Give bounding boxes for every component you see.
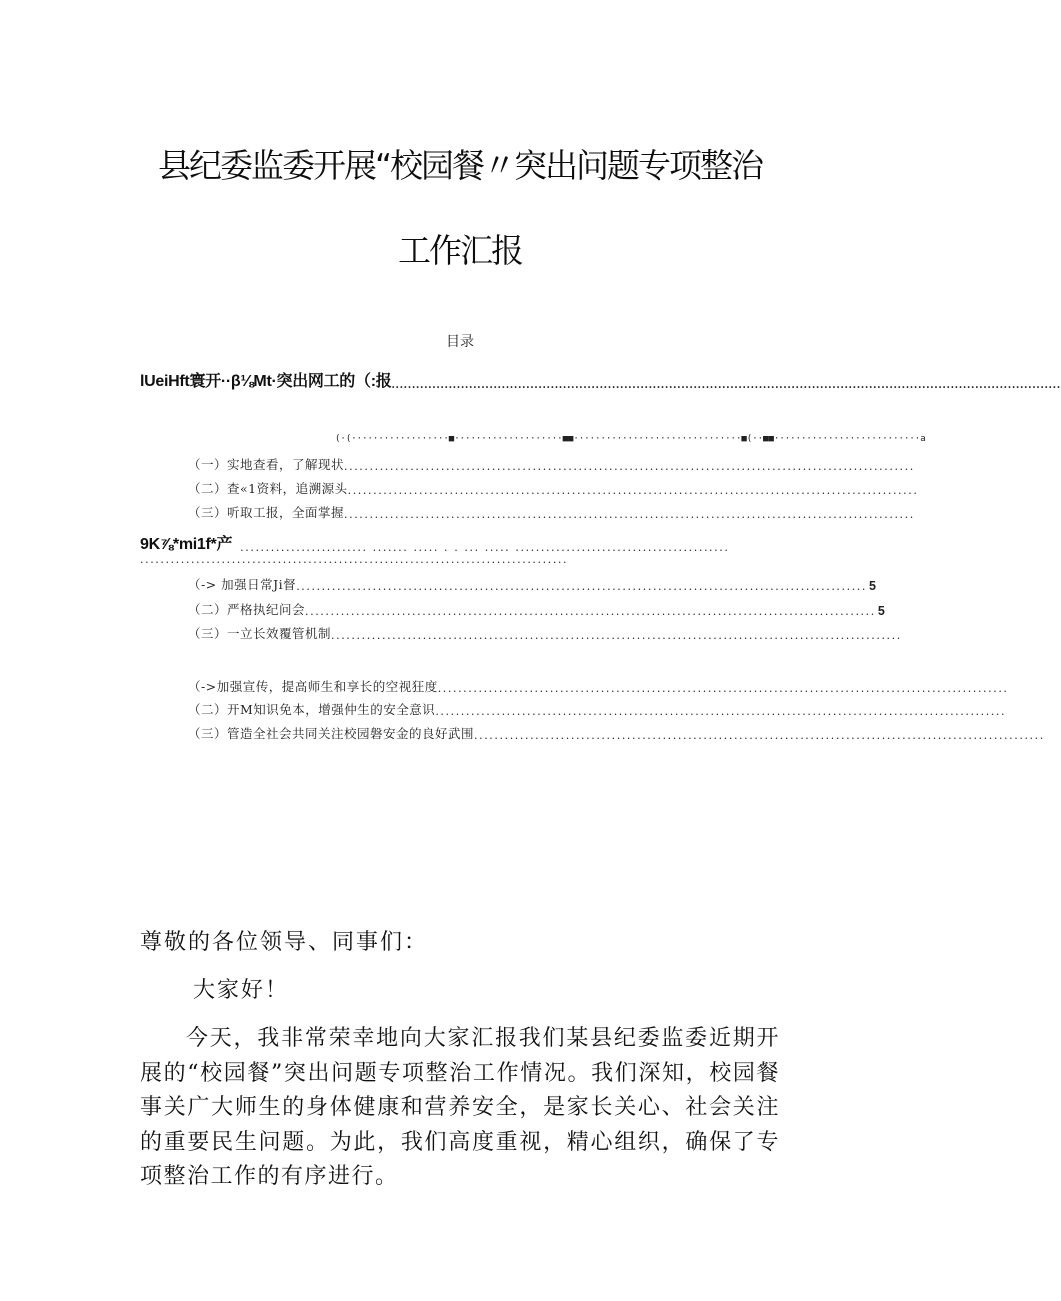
toc-entry[interactable] <box>188 503 915 521</box>
toc-entry-label: 9K⅞*mi1f*产 <box>140 536 233 553</box>
toc-main-entry[interactable] <box>140 368 1061 391</box>
toc-leader-dots: ................................................................................................................ <box>296 580 868 593</box>
toc-leader-dots-wrap: .................................................................................... <box>140 553 569 566</box>
body-paragraph: 今天，我非常荣幸地向大家汇报我们某县纪委监委近期开展的“校园餐”突出问题专项整治工作情况。我们深知，校园餐事关广大师生的身体健康和营养安全，是家长关心、社会关注的重要民生问题。为此，我们高度重视，精心组织，确保了专项整治工作的有序进行。 <box>140 1026 780 1189</box>
toc-entry[interactable] <box>188 600 886 618</box>
toc-entry-label: （->加强宣传，提高师生和享长的空视狂度 <box>188 679 438 694</box>
toc-leader-dots: ................................................................................................................ <box>435 705 1007 718</box>
toc-entry-label: （三）管造全社会共同关注校园磐安金的良好武围 <box>188 726 475 741</box>
toc-leader-dots: ......................... ....... ..... . . ... ..... .......................................... <box>240 541 730 554</box>
salutation: 尊敬的各位领导、同事们： <box>140 930 429 955</box>
toc-entry[interactable] <box>188 575 877 593</box>
toc-entry-label: （二）查«1资料，追溯源头 <box>188 481 348 496</box>
toc-page-number: 5 <box>877 604 886 618</box>
toc-leader-dots: ................................................................................................................ <box>344 508 915 521</box>
toc-entry[interactable] <box>188 677 1009 695</box>
toc-entry-label: （一）实地查看，了解现状 <box>188 457 345 472</box>
toc-entry[interactable] <box>188 700 1007 718</box>
toc-leader-dots: ................................................................................................................ <box>344 460 915 473</box>
document-title-line-1: 县纪委监委开展“校园餐〃突出问题专项整治 <box>157 146 763 185</box>
toc-heading: 目录 <box>446 334 474 350</box>
toc-entry-label: lUeiHft寰开··β⅛Mt·突出网工的（:报 <box>140 373 392 390</box>
toc-leader-dots: ................................................................................................................ <box>437 682 1009 695</box>
toc-entry-label: （三）听取工报，全面掌握 <box>188 505 345 520</box>
toc-entry-label: （二）开M知识免本，增强仲生的安全意识 <box>188 702 436 717</box>
toc-leader-dots: ................................................................................................................ <box>347 484 919 497</box>
document-title-line-2: 工作汇报 <box>398 231 522 270</box>
toc-entry[interactable] <box>188 455 915 473</box>
toc-leader-dots: ................................................................................................................ <box>305 605 876 618</box>
toc-entry[interactable] <box>188 624 902 642</box>
toc-page-number: 5 <box>869 579 877 593</box>
toc-leader-dots: ................................................................................................................ <box>331 629 902 642</box>
toc-entry-label: （二）严格执纪问会 <box>188 602 306 617</box>
toc-entry[interactable] <box>188 479 919 497</box>
toc-entry-label: （-> 加强日常Ji督 <box>188 577 297 592</box>
greeting: 大家好！ <box>193 978 290 1003</box>
toc-leader-dots: ................................................................................................................ <box>474 729 1045 742</box>
toc-garbled-line: (·(··················■····················■■·······························■(··■■···························a <box>335 434 926 444</box>
toc-entry-label: （三）一立长效覆管机制 <box>188 626 332 641</box>
toc-entry[interactable] <box>188 724 1045 742</box>
toc-leader-dots: .................................................................................................................................................................... <box>391 380 1061 391</box>
toc-section-entry[interactable] <box>140 531 772 554</box>
